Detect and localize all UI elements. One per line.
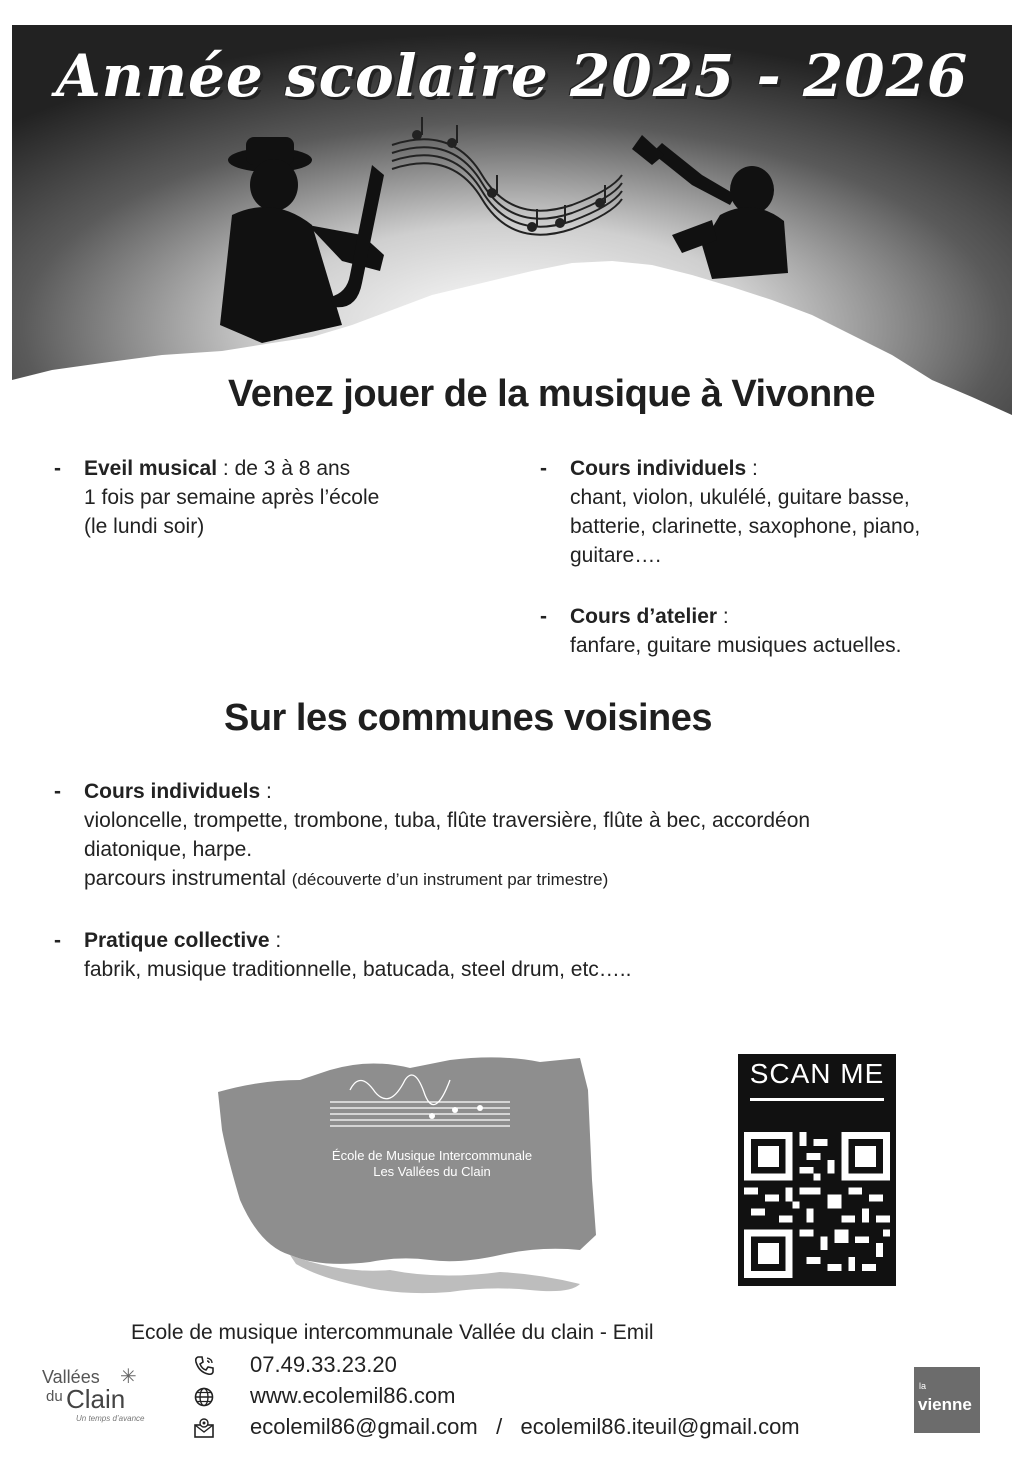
logo-line2: Les Vallées du Clain (373, 1164, 491, 1179)
voisines-cours-line3: diatonique, harpe. (84, 838, 253, 861)
cours-individuels-line2: chant, violon, ukulélé, guitare basse, (570, 486, 910, 509)
bullet-dash: - (54, 780, 61, 803)
cours-individuels-label: Cours individuels (570, 457, 747, 480)
vienne-name: vienne (918, 1395, 972, 1414)
email-addresses[interactable]: ecolemil86@gmail.com / ecolemil86.iteuil@gmail.com (250, 1414, 800, 1439)
eveil-line3: (le lundi soir) (84, 515, 205, 538)
vienne-la: la (919, 1381, 927, 1391)
website-link[interactable]: www.ecolemil86.com (250, 1383, 456, 1408)
eveil-line2: 1 fois par semaine après l’école (84, 486, 380, 509)
eveil-label: Eveil musical (84, 457, 218, 480)
logo-line1: École de Musique Intercommunale (331, 1148, 533, 1163)
qr-code[interactable] (744, 1132, 890, 1278)
pratique-label: Pratique collective (84, 929, 270, 952)
bullet-dash: - (540, 457, 547, 480)
eveil-rest: : de 3 à 8 ans (217, 457, 351, 480)
voisines-heading: Sur les communes voisines (224, 697, 713, 739)
pratique-rest: : (269, 929, 282, 952)
voisines-cours-label: Cours individuels (84, 780, 261, 803)
bullet-dash: - (540, 605, 547, 628)
vallees-du-clain-logo (42, 1368, 152, 1428)
emil-logo-text (282, 1148, 582, 1180)
vallees-tagline: Un temps d’avance (76, 1414, 145, 1423)
la-vienne-logo (914, 1367, 980, 1433)
pratique-line2: fabrik, musique traditionnelle, batucada, steel drum, etc….. (84, 958, 632, 981)
school-name: Ecole de musique intercommunale Vallée du clain - Emil (131, 1321, 654, 1344)
vallees-du: du (46, 1388, 63, 1405)
vivonne-heading: Venez jouer de la musique à Vivonne (228, 373, 876, 415)
voisines-cours-line2: violoncelle, trompette, trombone, tuba, flûte traversière, flûte à bec, accordéon (84, 809, 811, 832)
globe-icon (193, 1386, 215, 1408)
email-icon (193, 1417, 215, 1439)
cours-atelier-rest: : (717, 605, 729, 628)
cours-individuels-line4: guitare…. (570, 544, 662, 567)
phone-icon (193, 1355, 215, 1377)
vallees-clain: Clain (66, 1384, 126, 1414)
voisines-cours-line4-main: parcours instrumental (84, 867, 292, 890)
cours-atelier-label: Cours d’atelier (570, 605, 718, 628)
bullet-dash: - (54, 457, 61, 480)
bullet-dash: - (54, 929, 61, 952)
voisines-cours-rest: : (260, 780, 272, 803)
cours-individuels-line3: batterie, clarinette, saxophone, piano, (570, 515, 921, 538)
sun-icon: ✳ (120, 1366, 137, 1388)
cours-atelier-line2: fanfare, guitare musiques actuelles. (570, 634, 902, 657)
scan-me-label: SCAN ME (749, 1058, 885, 1089)
vallees-name: Vallées (42, 1367, 100, 1387)
phone-number[interactable]: 07.49.33.23.20 (250, 1352, 397, 1377)
cours-individuels-rest: : (746, 457, 758, 480)
page-title: Année scolaire 2025 - 2026 (55, 42, 969, 110)
scan-me-divider (750, 1098, 884, 1101)
voisines-cours-line4-sub: (découverte d’un instrument par trimestre) (291, 870, 609, 889)
